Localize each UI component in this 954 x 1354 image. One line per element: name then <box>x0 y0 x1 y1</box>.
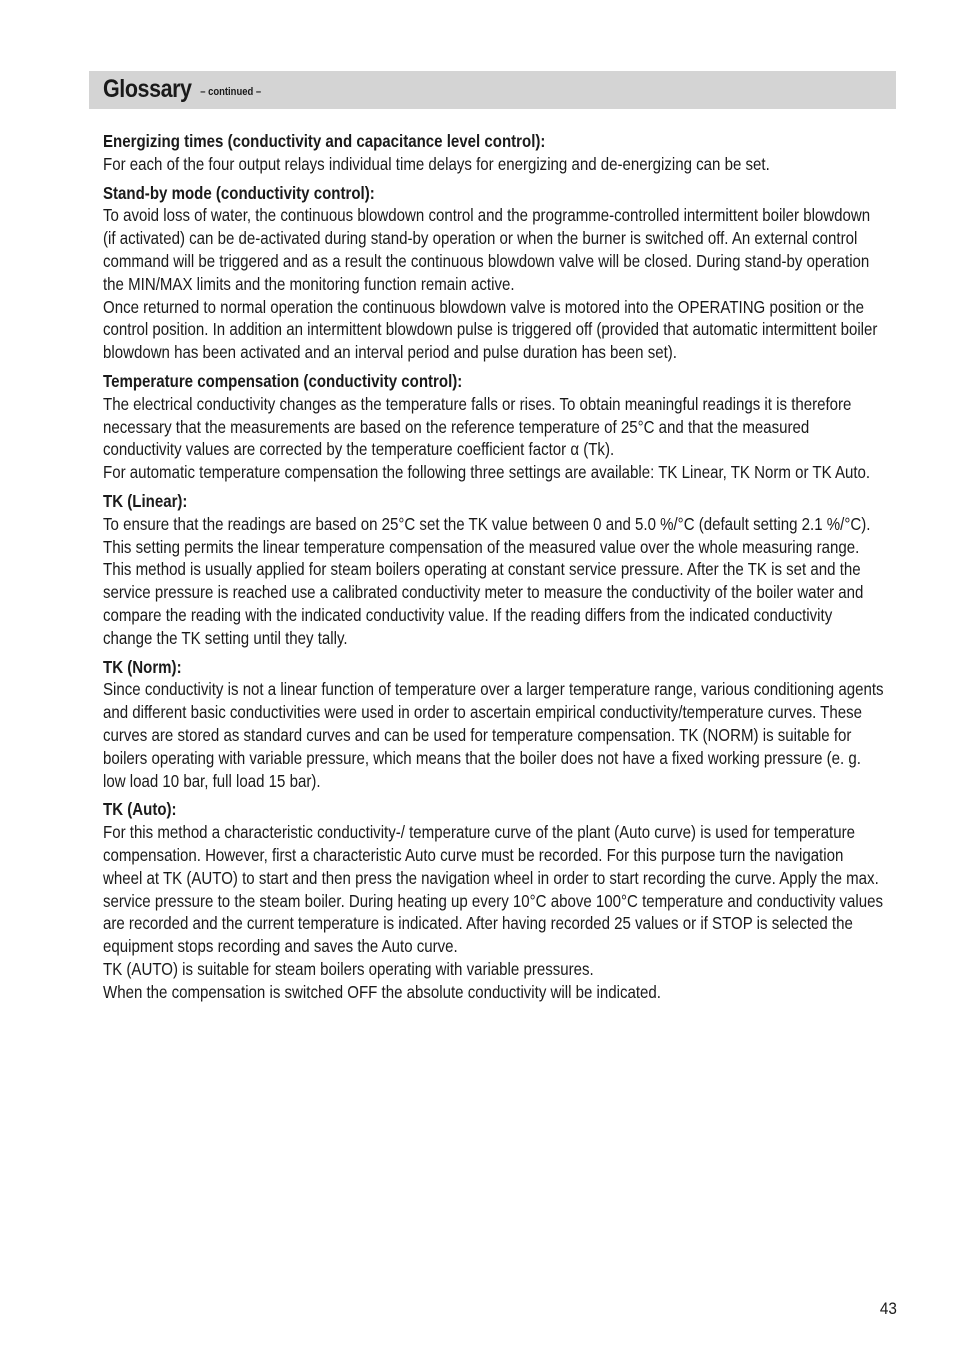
glossary-header-bar <box>89 71 896 109</box>
glossary-entry-energizing-times <box>103 130 886 176</box>
page-title-text: Glossary <box>103 75 192 103</box>
page-subtitle: – continued – <box>200 86 262 98</box>
entry-paragraph: For this method a characteristic conductivity-/ temperature curve of the plant (Auto curve) is used for temperature compensation. However, first a characteristic Auto curve must be recorded. For this purpose turn the navigation wheel at TK (AUTO) to start and then press the navigation wheel in order to start recording the curve. Apply the max. service pressure to the steam boiler. During heating up every 10°C above 100°C temperature and conductivity values are recorded and the current temperature is indicated. After having recorded 25 values or if STOP is selected the equipment stops recording and saves the Auto curve. <box>103 822 884 957</box>
page-number: 43 <box>879 1299 897 1318</box>
entry-heading: Temperature compensation (conductivity control): <box>103 370 463 391</box>
entry-paragraph: For each of the four output relays individual time delays for energizing and de-energizing can be set. <box>103 153 770 174</box>
entry-paragraph: Since conductivity is not a linear function of temperature over a larger temperature range, various conditioning agents and different basic conductivities were used in order to ascertain empirical conductivity/temperature curves. These curves are stored as standard curves and can be used for temperature compensation. TK (NORM) is suitable for boilers operating with variable pressure, which means that the boiler does not have a fixed working pressure (e. g. low load 10 bar, full load 15 bar). <box>103 679 884 791</box>
glossary-entry-standby-mode <box>103 182 886 364</box>
entry-paragraph: The electrical conductivity changes as the temperature falls or rises. To obtain meaningful readings it is therefore necessary that the measurements are based on the reference temperature of 25°C and that the measured conductivity values are corrected by the temperature coefficient factor α (Tk). <box>103 393 852 460</box>
entry-paragraph: To avoid loss of water, the continuous blowdown control and the programme-controlled intermittent boiler blowdown (if activated) can be de-activated during stand-by operation or when the burner is switched off. An external control command will be triggered and as a result the continuous blowdown valve will be closed. During stand-by operation the MIN/MAX limits and the monitoring function remain active. <box>103 205 871 294</box>
entry-heading: TK (Linear): <box>103 490 188 511</box>
glossary-entry-tk-linear <box>103 490 886 650</box>
entry-paragraph: Once returned to normal operation the continuous blowdown valve is motored into the OPERATING position or the control position. In addition an intermittent blowdown pulse is triggered off (provided that automatic intermittent boiler blowdown has been activated and an interval period and pulse duration has been set). <box>103 296 878 363</box>
page-title <box>103 75 261 104</box>
glossary-entry-temperature-compensation <box>103 370 886 484</box>
entry-heading: Stand-by mode (conductivity control): <box>103 182 375 203</box>
entry-heading: TK (Auto): <box>103 799 177 820</box>
entry-paragraph: TK (AUTO) is suitable for steam boilers operating with variable pressures. <box>103 958 594 979</box>
entry-heading: Energizing times (conductivity and capacitance level control): <box>103 131 546 151</box>
glossary-entry-tk-auto <box>103 798 886 1003</box>
entry-paragraph: To ensure that the readings are based on 25°C set the TK value between 0 and 5.0 %/°C (default setting 2.1 %/°C). This setting permits the linear temperature compensation of the measured value over the whole measuring range. This method is usually applied for steam boilers operating at constant service pressure. After the TK is set and the service pressure is reached use a calibrated conductivity meter to measure the conductivity of the boiler water and compare the reading with the indicated conductivity value. If the reading differs from the indicated conductivity change the TK setting until they tally. <box>103 513 871 648</box>
entry-paragraph: When the compensation is switched OFF the absolute conductivity will be indicated. <box>103 981 661 1002</box>
entry-heading: TK (Norm): <box>103 656 182 677</box>
entry-paragraph: For automatic temperature compensation the following three settings are available: TK Linear, TK Norm or TK Auto. <box>103 462 871 483</box>
glossary-content <box>103 130 886 1009</box>
glossary-entry-tk-norm <box>103 656 886 793</box>
